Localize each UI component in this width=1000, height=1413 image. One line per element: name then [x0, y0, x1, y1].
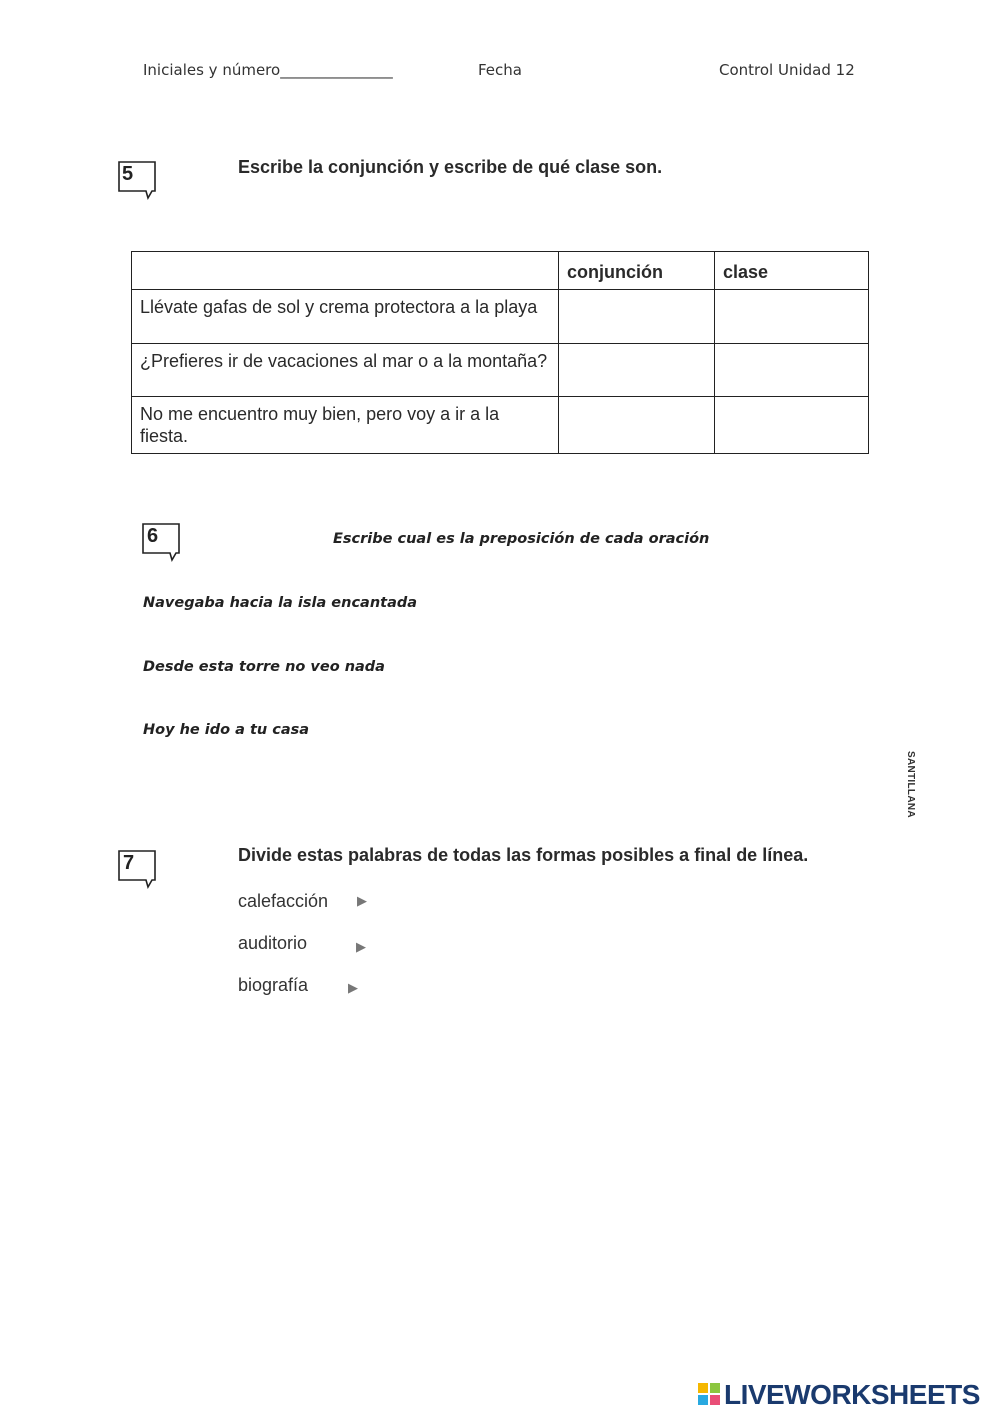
exercise-7-instruction: Divide estas palabras de todas las formas posibles a final de línea. [238, 845, 809, 865]
brand-name: LIVEWORKSHEETS [724, 1379, 980, 1410]
word-item: auditorio [238, 933, 308, 953]
publisher-side-label: SANTILLANA [905, 751, 916, 818]
exercise-6-badge [142, 523, 178, 551]
clase-answer-cell[interactable] [715, 290, 869, 344]
conjuncion-answer-cell[interactable] [559, 344, 715, 397]
clase-answer-cell[interactable] [715, 397, 869, 454]
sentence-cell: Llévate gafas de sol y crema protectora a la playa [132, 290, 559, 344]
sentence-item: Hoy he ido a tu casa [143, 722, 310, 738]
header-cell-conjuncion: conjunción [559, 252, 715, 290]
control-title: Control Unidad 12 [719, 61, 855, 79]
exercise-number: 6 [147, 525, 159, 547]
sentence-cell: No me encuentro muy bien, pero voy a ir a la fiesta. [132, 397, 559, 454]
date-label: Fecha [478, 61, 522, 79]
brand-mark-icon [698, 1383, 720, 1405]
table-header-row [132, 252, 869, 290]
arrow-icon: ▶ [357, 893, 367, 908]
conjuncion-answer-cell[interactable] [559, 290, 715, 344]
arrow-icon: ▶ [356, 939, 366, 954]
table-row [132, 397, 869, 454]
exercise-number: 5 [122, 163, 134, 185]
arrow-icon: ▶ [348, 980, 358, 995]
exercise-7-badge [118, 850, 154, 878]
word-item: biografía [238, 975, 309, 995]
exercise-5-instruction: Escribe la conjunción y escribe de qué clase son. [238, 157, 663, 177]
word-item: calefacción [238, 891, 329, 911]
conjunction-table [131, 251, 869, 454]
header-cell-empty [132, 252, 559, 290]
sentence-item: Navegaba hacia la isla encantada [143, 595, 418, 611]
exercise-number: 7 [123, 852, 135, 874]
sentence-item: Desde esta torre no veo nada [143, 659, 385, 675]
sentence-cell: ¿Prefieres ir de vacaciones al mar o a la montaña? [132, 344, 559, 397]
table-row [132, 290, 869, 344]
initials-label: Iniciales y número_______________ [143, 61, 393, 79]
exercise-6-instruction: Escribe cual es la preposición de cada oración [333, 531, 710, 547]
conjuncion-answer-cell[interactable] [559, 397, 715, 454]
table-row [132, 344, 869, 397]
header-cell-clase: clase [715, 252, 869, 290]
exercise-5-badge [118, 161, 154, 189]
clase-answer-cell[interactable] [715, 344, 869, 397]
